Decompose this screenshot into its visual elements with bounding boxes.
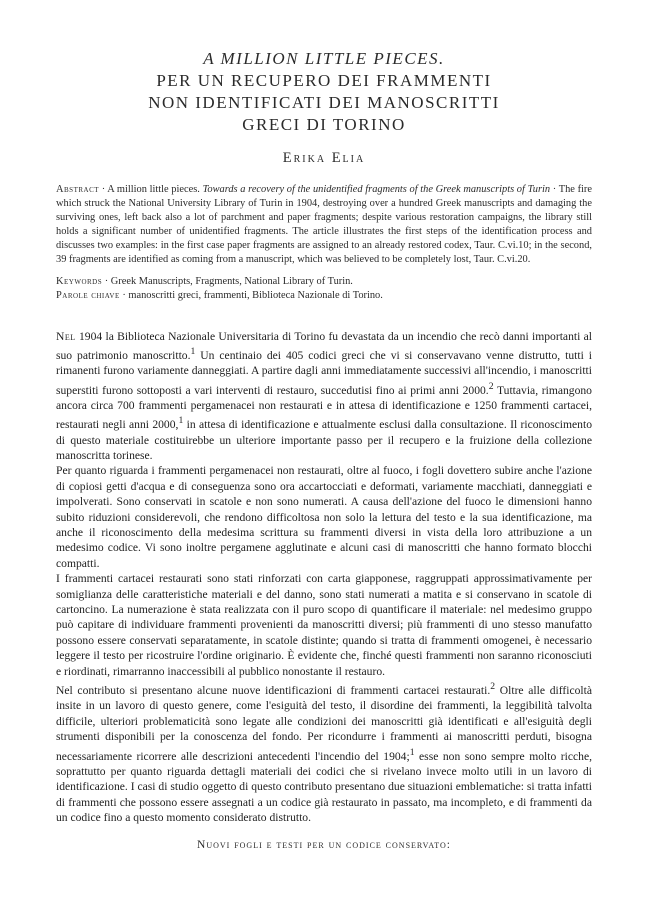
paragraph-3: I frammenti cartacei restaurati sono stati rinforzati con carta giapponese, raggruppati approssimativamente per somiglianza delle caratteristiche materiali e del danno, sono stati numerati a matita e si conservano in scatole di cartoncino. La numerazione è stata realizzata con il puro scopo di quantificare il materiale: nel medesimo gruppo può capitare di individuare frammenti provenienti da manoscritti diversi; più frammenti di uno stesso manufatto possono essere conservati separatamente, in scatole distinte; quando si tratta di frammenti omogenei, è necessario leggere il testo per ricostruire l'ordine originario. È evidente che, finché questi frammenti non saranno riconosciuti e riordinati, rimarranno inaccessibili al pubblico nonostante il restauro. (56, 572, 592, 678)
keywords (56, 275, 592, 289)
author-name: Erika Elia (282, 150, 366, 166)
abstract-italic-title: Towards a recovery of the unidentified fragments of the Greek manuscripts of Turin (202, 184, 551, 195)
footnote-ref: 1 (190, 345, 196, 357)
title-line-3: NON IDENTIFICATI DEI MANOSCRITTI (148, 93, 500, 112)
keywords-text: · Greek Manuscripts, Fragments, National Library of Turin. (102, 275, 353, 287)
paragraph-1-text-c: Tuttavia, rimangono ancora circa 700 frammenti pergamenacei non restaurati e in attesa di identificazione e 1250 frammenti cartacei, restaurati negli anni 2000, (56, 383, 592, 432)
parole-chiave-label: Parole chiave (56, 289, 120, 301)
paragraph-4-text-a: Nel contributo si presentano alcune nuove identificazioni di frammenti cartacei restaurati. (56, 683, 491, 697)
abstract-text: · The fire which struck the National University Library of Turin in 1904, destroying over a hundred Greek manuscripts and damaging the surviving ones, left back also a lot of parchment and paper fragments; despite various restoration campaigns, the library still holds a significant number of unidentified fragments. The article illustrates the first steps of the identification process and discusses two examples: in the first case paper fragments are assigned to an already restored codex, Taur. C.vi.10; in the second, 39 fragments are identified as coming from a manuscript, which was believed to be completely lost, Taur. C.vi.20. (56, 184, 593, 266)
paragraph-4-text-b: Oltre alle difficoltà insite in un lavoro di questo genere, come l'esiguità del testo, il disordine dei frammenti, la leggibilità talvolta difficile, ulteriori problematicità sono legate alle condizioni dei manoscritti già identificati e all'esiguità degli strumenti disponibili per la conoscenza del fondo. Per ricondurre i frammenti ai manoscritti perduti, bisogna necessariamente ricorrere alle descrizioni antecedenti l'incendio del 1904; (56, 683, 592, 763)
parole-chiave (56, 289, 592, 303)
paragraph-1 (56, 329, 592, 464)
body-text (56, 329, 592, 826)
title-line-1: A MILLION LITTLE PIECES. (203, 49, 445, 68)
abstract (56, 183, 592, 268)
title-line-2: PER UN RECUPERO DEI FRAMMENTI (156, 71, 492, 90)
footnote-ref: 1 (409, 746, 415, 758)
parole-chiave-text: · manoscritti greci, frammenti, Biblioteca Nazionale di Torino. (119, 289, 383, 301)
footnote-ref: 2 (490, 681, 496, 693)
keywords-label: Keywords (56, 275, 103, 287)
paragraph-2: Per quanto riguarda i frammenti pergamenacei non restaurati, oltre al fuoco, i fogli dovettero subire anche l'azione di copiosi getti d'acqua e di conseguenza sono ora accartocciati e deformati, variamente macchiati, danneggiati e impolverati. Sono conservati in scatole e non sono numerati. A causa dell'azione del fuoco le dimensioni hanno subito riduzioni considerevoli, che rendono difficoltosa non solo la lettura del testo e la sua identificazione, ma anche il riconoscimento della medesima scrittura su frammenti diversi in vista della loro attribuzione a un medesimo codice. Vi sono inoltre pergamene agglutinate e alcuni casi di manoscritti che hanno formato blocchi compatti. (56, 464, 592, 570)
paragraph-1-text-b: Un centinaio dei 405 codici greci che vi si conservavano venne distrutto, tutti i rimanenti furono variamente danneggiati. A partire dagli anni immediatamente successivi all'incendio, i manoscritti superstiti furono sottoposti a vari interventi di restauro, succedutisi fino ai primi anni 2000. (56, 348, 592, 397)
footnote-ref: 1 (178, 415, 184, 427)
paragraph-1-text-d: in attesa di identificazione e attualmente esclusi dalla consultazione. Il riconoscimento di questo materiale costituirebbe un ulteriore importante passo per il recupero e la fruizione della collezione manoscritta torinese. (56, 418, 592, 462)
article-title (56, 0, 592, 167)
abstract-label: Abstract (56, 184, 100, 195)
keywords-block (56, 275, 592, 303)
footnote-ref: 2 (488, 380, 494, 392)
paragraph-4 (56, 679, 592, 825)
section-heading: Nuovi fogli e testi per un codice conservato: (197, 839, 451, 852)
paragraph-lead: Nel (56, 329, 76, 343)
paragraph-4-text-c: esse non sono sempre molto ricche, soprattutto per quanto riguarda dettagli materiali dei codici che si rivelano invece molto utili in un lavoro di identificazione. I casi di studio oggetto di questo contributo presentano due situazioni emblematiche: si tratta infatti di frammenti che possono essere assegnati a un codice già restaurato in passato, ma incompleto, e di frammenti da un codice fino a questo momento considerato distrutto. (56, 749, 592, 825)
abstract-sep: · A million little pieces. (99, 184, 203, 195)
paragraph-1-text-a: 1904 la Biblioteca Nazionale Universitaria di Torino fu devastata da un incendio che recò danni importanti al suo patrimonio manoscritto. (56, 329, 592, 362)
title-line-4: GRECI DI TORINO (242, 115, 406, 134)
